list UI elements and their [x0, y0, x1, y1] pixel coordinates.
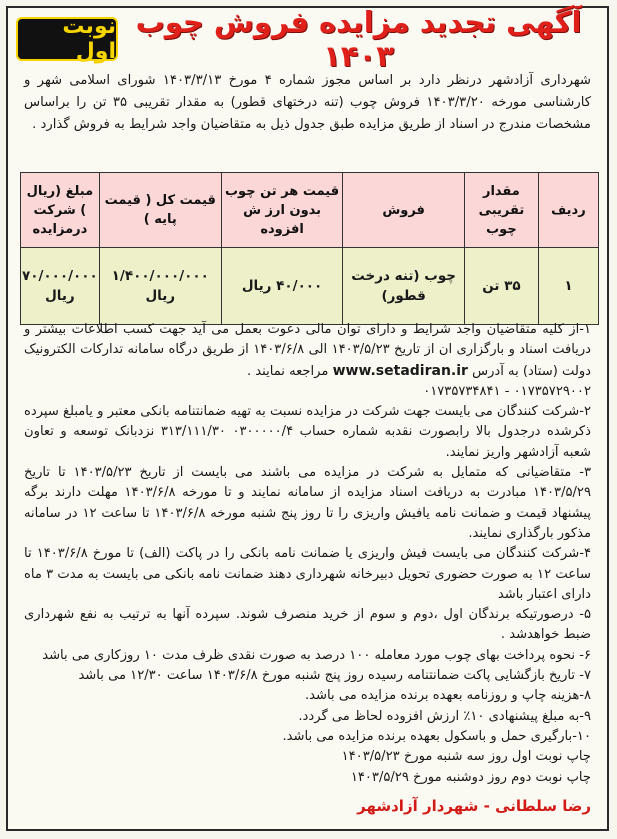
cell-item: چوب (تنه درخت قطور): [343, 248, 465, 325]
condition-1-tail: مراجعه نمایند .: [246, 363, 329, 379]
header: [16, 5, 599, 73]
cell-total-price: ۱/۴۰۰/۰۰۰/۰۰۰ ریال: [99, 248, 221, 325]
condition-1-text: ۱-از کلیه متقاضیان واجد شرایط و دارای توان مالی دعوت بعمل می آید جهت کسب اطلاعات بیشتر و دریافت اسناد و بارگزاری ان از تاریخ ۱۴۰۳/۵/۲۳ الی ۱۴۰۳/۶/۸ از طریق درگاه سامانه تدارکات الکترونیک دولت (ستاد) به آدرس: [24, 322, 591, 379]
table-row: [21, 248, 599, 325]
condition-8: ۸-هزینه چاپ و روزنامه بعهده برنده مزایده می باشد.: [305, 688, 591, 704]
print-date-2: چاپ نوبت دوم روز دوشنبه مورخ ۱۴۰۳/۵/۲۹: [350, 769, 591, 785]
condition-2: ۲-شرکت کنندگان می بایست جهت شرکت در مزایده نسبت به تهیه ضمانتنامه بانکی معتبر و یامبلغ سپرده ذکرشده درجدول بالا رابصورت نقدبه شماره حساب ۰۳۰۰۰۰۰/۴ ۳۱۳/۱۱۱/۳۰ نزدبانک توسعه و تعاون شعبه آزادشهر واریز نمایند.: [24, 404, 591, 460]
condition-9: ۹-به مبلغ پیشنهادی ۱۰٪ ارزش افزوده لحاظ می گردد.: [298, 708, 591, 724]
round-badge: نوبت اول: [16, 17, 118, 61]
condition-7: ۷- تاریخ بازگشایی پاکت ضمانتنامه رسیده روز پنج شنبه مورخ ۱۴۰۳/۶/۸ ساعت ۱۲/۳۰ می باشد: [78, 668, 591, 684]
auction-table: [20, 172, 599, 325]
col-price-per-ton: قیمت هر تن چوب بدون ارز ش افزوده: [221, 173, 343, 248]
col-item: فروش: [343, 173, 465, 248]
table-header-row: [21, 173, 599, 248]
col-row-number: ردیف: [538, 173, 598, 248]
col-quantity: مقدار تقریبی چوب: [464, 173, 538, 248]
cell-row-number: ۱: [538, 248, 598, 325]
website-link[interactable]: www.setadiran.ir: [332, 362, 468, 379]
mayor-signature: رضا سلطانی - شهردار آزادشهر: [357, 797, 591, 815]
cell-price-per-ton: ۴۰/۰۰۰ ریال: [221, 248, 343, 325]
intro-paragraph: شهرداری آزادشهر درنظر دارد بر اساس مجوز شماره ۴ مورخ ۱۴۰۳/۳/۱۳ شورای اسلامی شهر و کارشناسی مورخه ۱۴۰۳/۳/۲۰ فروش چوب (تنه درختهای قطور) به مقدار تقریبی ۳۵ تن را براساس مشخصات مندرج در اسناد از طریق مزایده طبق جدول ذیل به متقاضیان واجد شرایط به فروش گذارد .: [24, 73, 591, 132]
col-deposit: مبلغ (ریال ) شرکت درمزایده: [21, 173, 100, 248]
contact-phones: ۰۱۷۳۵۷۲۹۰۰۲ - ۰۱۷۳۵۷۳۴۸۴۱: [423, 383, 591, 399]
cell-deposit: ۷۰/۰۰۰/۰۰۰ ریال: [21, 248, 100, 325]
conditions-list: [24, 320, 591, 788]
cell-quantity: ۳۵ تن: [464, 248, 538, 325]
condition-6: ۶- نحوه پرداخت بهای چوب مورد معامله ۱۰۰ درصد به صورت نقدی ظرف مدت ۱۰ روزکاری می باشد: [42, 647, 591, 663]
condition-10: ۱۰-بارگیری حمل و باسکول بعهده برنده مزایده می باشد.: [282, 728, 591, 744]
condition-5: ۵- درصورتیکه برندگان اول ،دوم و سوم از خرید منصرف شوند. سپرده آنها به ترتیب به نفع شهرداری ضبط خواهدشد .: [24, 607, 591, 643]
condition-4: ۴-شرکت کنندگان می بایست فیش واریزی یا ضمانت نامه بانکی را در پاکت (الف) تا مورخ ۱۴۰۳/۶/۸ تا ساعت ۱۲ به صورت حضوری تحویل دبیرخانه شهرداری دهند ضمانت نامه بانکی می بایست به مدت ۳ ماه دارای اعتبار باشد: [24, 546, 591, 602]
advertisement-frame: [6, 6, 609, 831]
ad-title: آگهی تجدید مزایده فروش چوب ۱۴۰۳: [135, 5, 582, 73]
condition-3: ۳- متقاضیانی که متمایل به شرکت در مزایده می باشند می بایست از تاریخ ۱۴۰۳/۵/۲۳ تا تاریخ ۱۴۰۳/۵/۲۹ مبادرت به دریافت اسناد مزایده از سامانه نمایند و تا مورخه ۱۴۰۳/۶/۸ مهلت دارند برگه پیشنهاد قیمت و ضمانت نامه یافیش واریزی را تا روز پنج شنبه مورخه ۱۴۰۳/۶/۸ تا ساعت ۱۲ در سامانه مذکور بارگذاری نمایند.: [24, 465, 591, 541]
print-date-1: چاپ نوبت اول روز سه شنبه مورخ ۱۴۰۳/۵/۲۳: [341, 749, 591, 765]
col-total-price: قیمت کل ( قیمت پایه ): [99, 173, 221, 248]
condition-1: [24, 320, 591, 382]
